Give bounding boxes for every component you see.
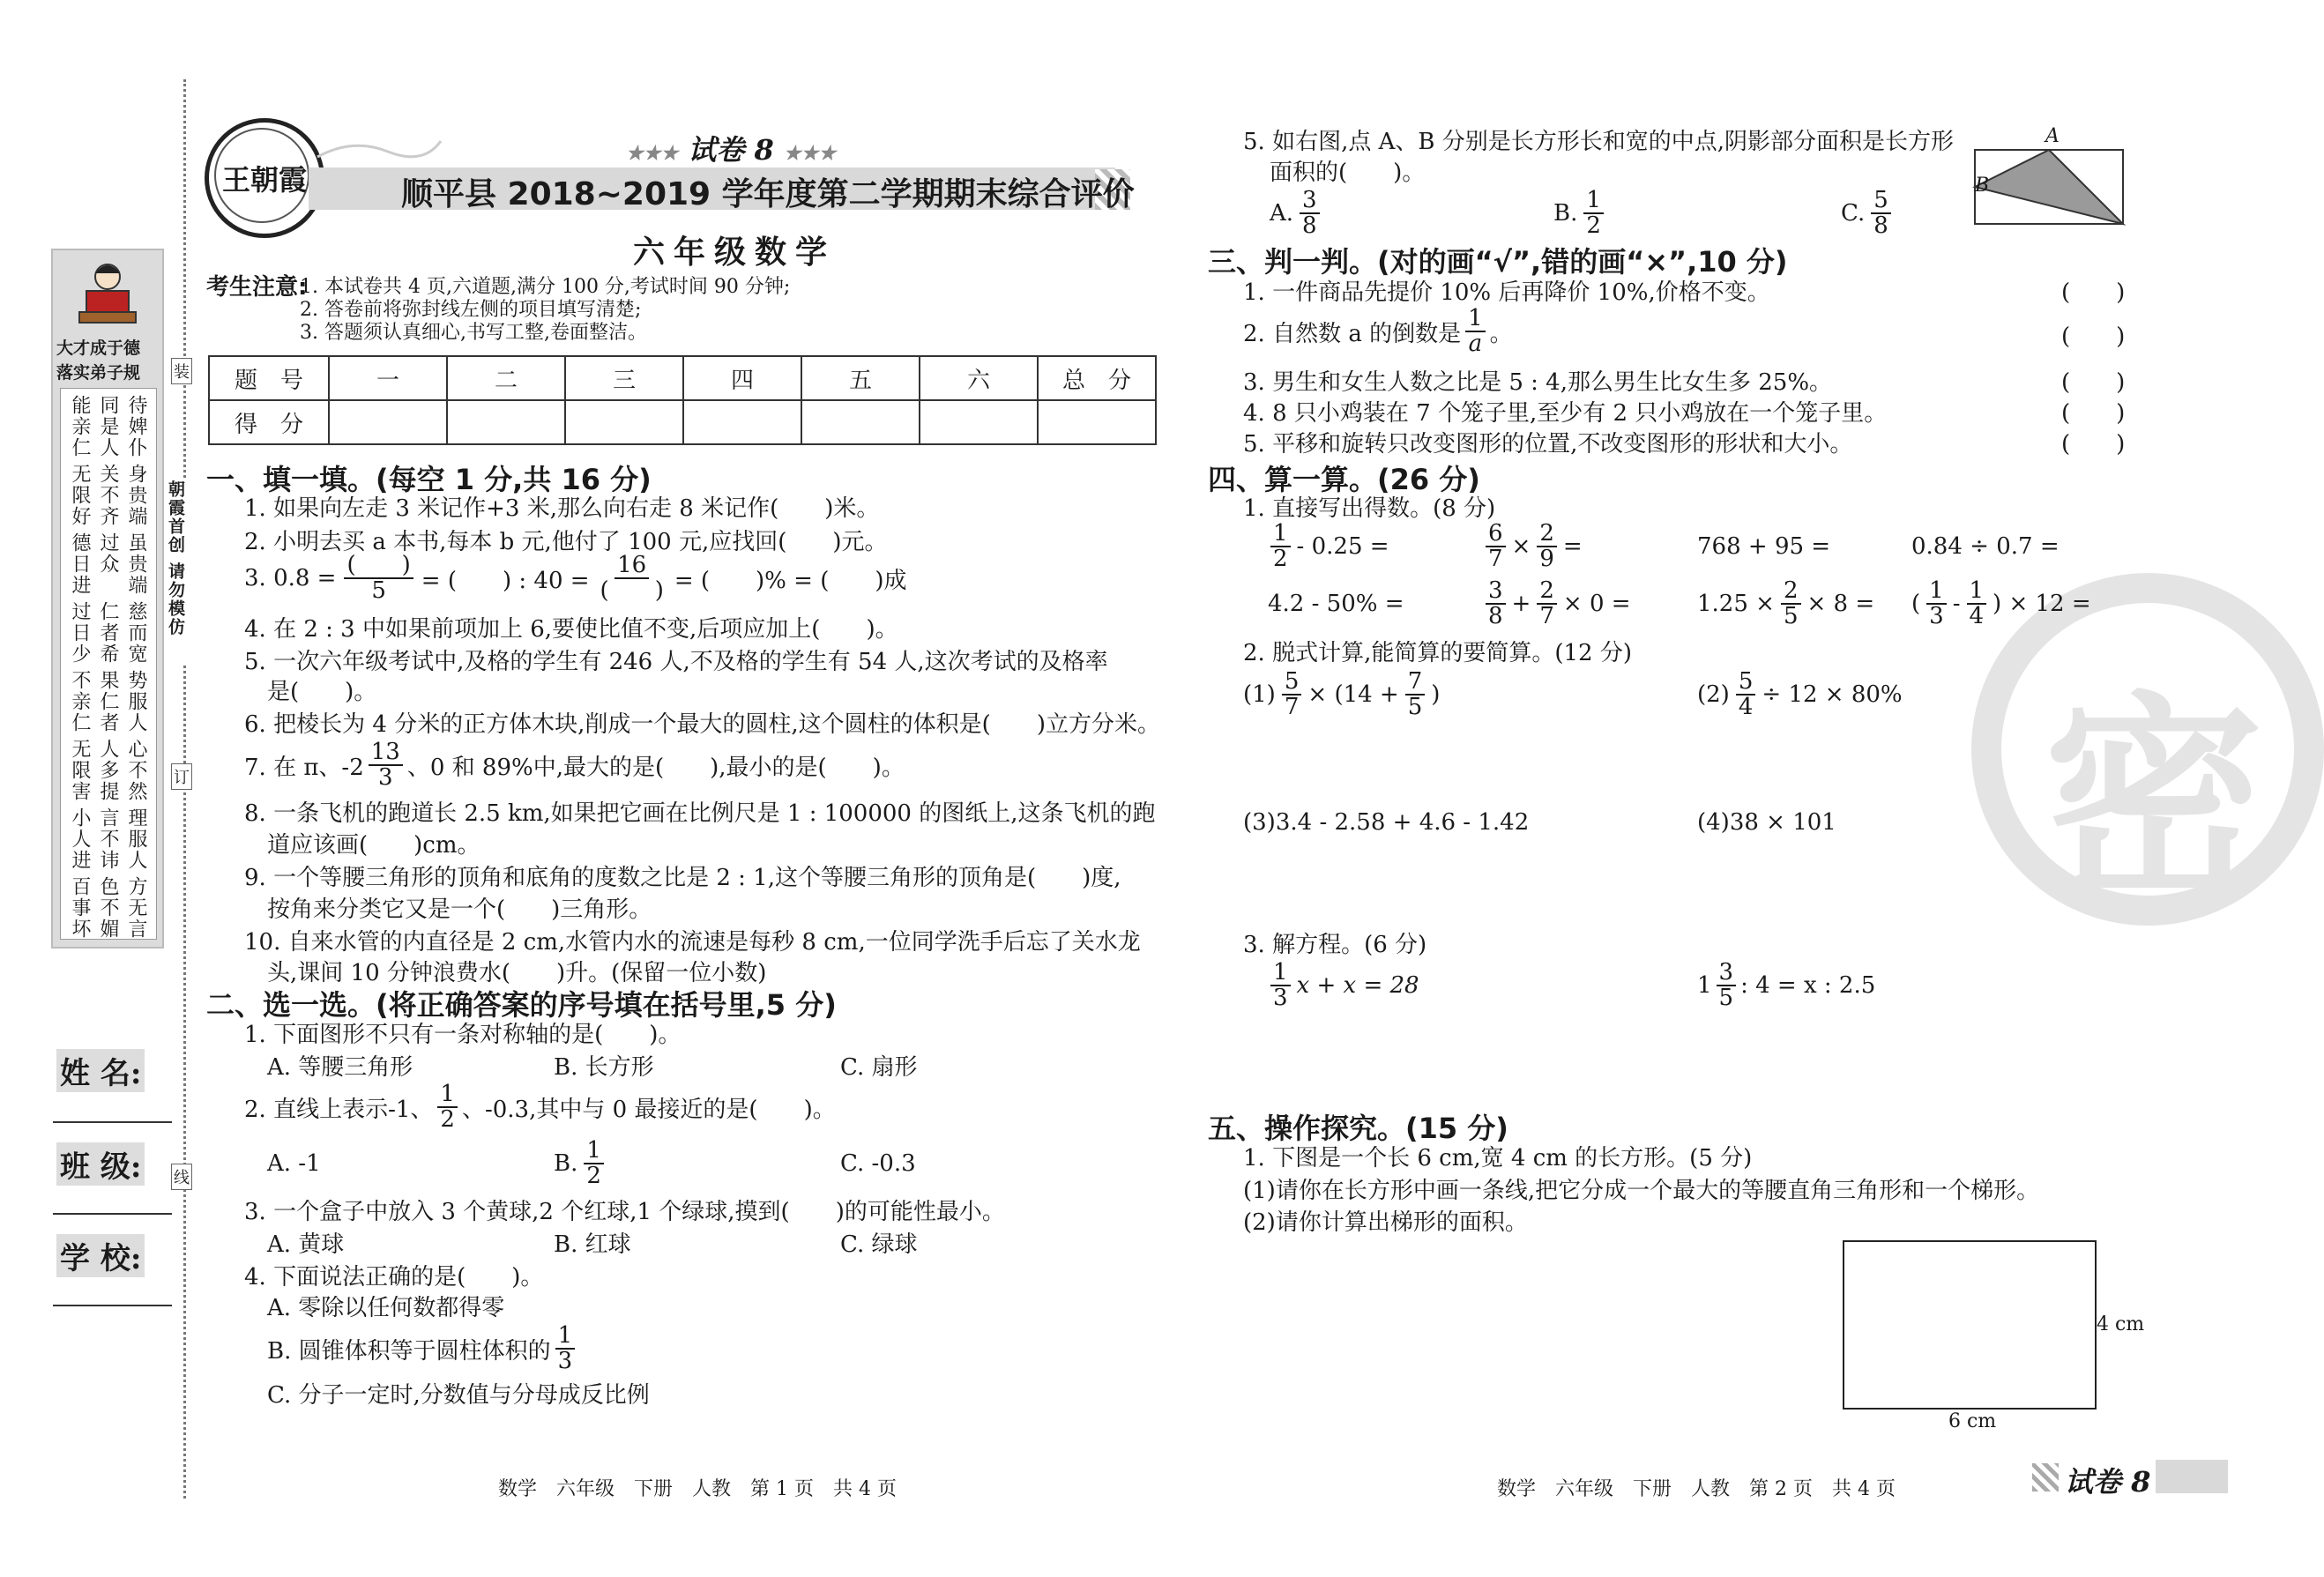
proverb-col: 果仁者 — [97, 670, 119, 733]
s2-q5-opt-c-frac: $\frac{5}{8}$ — [1871, 189, 1891, 239]
s3-q1-answer[interactable]: ( ) — [2061, 279, 2126, 306]
name-line[interactable] — [53, 1121, 172, 1123]
name-label: 姓 名: — [56, 1049, 145, 1092]
s2-q5-opt-a[interactable] — [1270, 189, 1322, 239]
section3-title: 三、判一判。(对的画“√”,错的画“×”,10 分) — [1208, 245, 1788, 279]
proverb-col: 方无言 — [125, 876, 147, 940]
proverb-col: 过众 — [97, 532, 119, 575]
scholar-figure — [71, 257, 145, 328]
s1-q5-line1: 5. 一次六年级考试中,及格的学生有 246 人,不及格的学生有 54 人,这次考试的及格率 — [244, 649, 1108, 675]
footer-badge-pattern — [2032, 1463, 2059, 1491]
proverb-col: 能亲仁 — [69, 395, 91, 458]
s1-q8-line1: 8. 一条飞机的跑道长 2.5 km,如果把它画在比例尺是 1 : 100000 的图纸上,这条飞机的跑 — [244, 800, 1156, 827]
s2-q2-end: 、-0.3,其中与 0 最接近的是( )。 — [461, 1096, 836, 1123]
section2-title: 二、选一选。(将正确答案的序号填在括号里,5 分) — [206, 988, 837, 1022]
s2-q4-opt-b-label: B. 圆锥体积等于圆柱体积的 — [267, 1337, 551, 1365]
notes-item-2: 2. 答卷前将弥封线左侧的项目填写清楚; — [300, 299, 642, 321]
expr-2 — [1697, 670, 1903, 720]
score-cell[interactable] — [329, 400, 447, 444]
s2-q1-opt-a[interactable]: A. 等腰三角形 — [267, 1054, 413, 1081]
s4-sub3: 3. 解方程。(6 分) — [1243, 932, 1427, 958]
equation-2-frac: $\frac{3}{5}$ — [1717, 961, 1737, 1011]
banner-stars-right: ★★★ — [783, 142, 837, 165]
calc-5: 4.2 - 50% = — [1268, 591, 1404, 617]
seal-text: 朝霞首创 请勿模仿 — [164, 480, 188, 666]
s3-q2-start: 2. 自然数 a 的倒数是 — [1243, 320, 1462, 347]
equation-2-tail: : 4 = x : 2.5 — [1740, 972, 1876, 1000]
exam-subject: 六年级数学 — [633, 234, 837, 271]
notes-item-3: 3. 答题须认真细心,书写工整,卷面整洁。 — [300, 322, 647, 344]
score-cell[interactable] — [447, 400, 565, 444]
score-cell[interactable] — [1038, 400, 1156, 444]
proverb-col: 理服人 — [125, 807, 147, 871]
expr-1-label: (1) — [1243, 681, 1276, 709]
score-header-cell: 一 — [329, 356, 447, 400]
s1-q9-line2: 按角来分类它又是一个( )三角形。 — [267, 896, 652, 923]
calc-7-frac: $\frac{2}{5}$ — [1781, 579, 1801, 629]
score-header-cell: 五 — [801, 356, 920, 400]
score-cell[interactable] — [920, 400, 1038, 444]
exam-title: 顺平县 2018~2019 学年度第二学期期末综合评价 — [401, 176, 1135, 212]
s3-q2-frac: $\frac{1}{a}$ — [1465, 307, 1486, 357]
s2-q4-opt-b[interactable] — [267, 1324, 577, 1374]
s2-q3-opt-a[interactable]: A. 黄球 — [267, 1231, 345, 1258]
s1-q3-end: = ( )% = ( )成 — [674, 567, 907, 594]
s1-q1: 1. 如果向左走 3 米记作+3 米,那么向右走 8 米记作( )米。 — [244, 495, 880, 522]
s2-q2-frac: $\frac{1}{2}$ — [437, 1082, 458, 1133]
seal-mark-2: 订 — [171, 763, 192, 790]
s1-q3-mid: = ( ) : 40 = — [421, 567, 590, 594]
banner-stars-left: ★★★ — [626, 142, 679, 165]
s3-q3: 3. 男生和女生人数之比是 5 : 4,那么男生比女生多 25%。 — [1243, 369, 1833, 396]
section4-title: 四、算一算。(26 分) — [1208, 463, 1480, 496]
proverb-col: 小人进 — [69, 807, 91, 871]
s2-q4-opt-b-frac: $\frac{1}{3}$ — [555, 1324, 576, 1374]
s1-q5-line2: 是( )。 — [267, 679, 377, 705]
expr-1-frac2: $\frac{7}{5}$ — [1405, 670, 1426, 720]
s2-q1: 1. 下面图形不只有一条对称轴的是( )。 — [244, 1022, 682, 1048]
calc-2-op: × — [1511, 533, 1531, 561]
proverb-col: 不亲仁 — [69, 670, 91, 733]
motto-panel — [51, 249, 164, 948]
s2-q5-opt-b-label: B. — [1553, 200, 1578, 227]
equation-2 — [1697, 961, 1875, 1011]
s2-q5-opt-b-frac: $\frac{1}{2}$ — [1583, 189, 1604, 239]
logo-seal — [205, 118, 324, 238]
equation-1-frac: $\frac{1}{3}$ — [1270, 961, 1291, 1011]
school-line[interactable] — [53, 1305, 172, 1306]
s2-q5-opt-c-label: C. — [1841, 200, 1866, 227]
calc-8-frac1: $\frac{1}{3}$ — [1926, 579, 1947, 629]
s2-q2-opt-b[interactable] — [554, 1139, 607, 1189]
figure-label-a: A — [2045, 125, 2060, 147]
proverb-col: 关不齐 — [97, 464, 119, 527]
class-label: 班 级: — [56, 1142, 145, 1186]
s3-q2-end: 。 — [1489, 320, 1513, 347]
expr-2-label: (2) — [1697, 681, 1730, 709]
calc-2-frac2: $\frac{2}{9}$ — [1537, 522, 1557, 572]
expr-2-tail: ÷ 12 × 80% — [1762, 681, 1903, 709]
expr-4: (4)38 × 101 — [1697, 809, 1836, 836]
s3-q2 — [1243, 307, 1513, 357]
calc-7 — [1697, 579, 1874, 629]
expr-1-end: ) — [1431, 681, 1441, 709]
calc-4: 0.84 ÷ 0.7 = — [1911, 533, 2060, 560]
calc-3: 768 + 95 = — [1697, 533, 1831, 560]
calc-6-frac1: $\frac{3}{8}$ — [1486, 579, 1506, 629]
s4-sub2: 2. 脱式计算,能简算的要简算。(12 分) — [1243, 640, 1632, 666]
s2-q5-opt-a-label: A. — [1270, 200, 1294, 227]
calc-8-tail: ) × 12 = — [1993, 591, 2091, 618]
equation-1 — [1268, 961, 1419, 1011]
calc-1 — [1268, 522, 1389, 572]
proverb-col: 色不媚 — [97, 876, 119, 940]
seal-mark-1: 装 — [171, 358, 192, 384]
proverb-columns — [65, 395, 153, 940]
proverb-col: 无限好 — [69, 464, 91, 527]
class-line[interactable] — [53, 1213, 172, 1215]
calc-8 — [1911, 579, 2091, 629]
proverb-col: 百事坏 — [69, 876, 91, 940]
calc-1-frac: $\frac{1}{2}$ — [1270, 522, 1291, 572]
s1-q3 — [244, 554, 907, 604]
expr-1-mid: × (14 + — [1307, 681, 1399, 709]
s1-q2: 2. 小明去买 a 本书,每本 b 元,他付了 100 元,应找回( )元。 — [244, 529, 888, 555]
s1-q3-frac1: $\frac{( )}{5}$ — [344, 554, 413, 604]
score-table — [208, 355, 1157, 445]
s2-q3: 3. 一个盒子中放入 3 个黄球,2 个红球,1 个绿球,摸到( )的可能性最小。 — [244, 1199, 1005, 1225]
score-cell[interactable] — [565, 400, 683, 444]
calc-2-frac1: $\frac{6}{7}$ — [1486, 522, 1506, 572]
calc-7-tail: × 8 = — [1806, 591, 1875, 618]
s1-q3-frac2: $\frac{16}{( )}$ — [600, 552, 664, 605]
proverb-col: 势服人 — [125, 670, 147, 733]
s2-q2-opt-b-label: B. — [554, 1150, 578, 1178]
proverb-col: 同是人 — [97, 395, 119, 458]
notes-item-1: 1. 本试卷共 4 页,六道题,满分 100 分,考试时间 90 分钟; — [300, 276, 791, 298]
calc-7-start: 1.25 × — [1697, 591, 1775, 618]
figure-label-b: B — [1975, 175, 1990, 197]
proverb-col: 无限害 — [69, 739, 91, 802]
header-ribbon-decoration — [317, 132, 441, 167]
calc-6-tail: × 0 = — [1562, 591, 1631, 618]
score-header-cell: 二 — [447, 356, 565, 400]
s5-q1a: (1)请你在长方形中画一条线,把它分成一个最大的等腰直角三角形和一个梯形。 — [1243, 1178, 2040, 1204]
s3-q1: 1. 一件商品先提价 10% 后再降价 10%,价格不变。 — [1243, 279, 1770, 306]
s1-q7 — [244, 740, 905, 791]
school-label: 学 校: — [56, 1234, 145, 1277]
score-header-cell: 总 分 — [1038, 356, 1156, 400]
calc-1-tail: - 0.25 = — [1296, 533, 1389, 561]
s2-q5-opt-c[interactable] — [1841, 189, 1894, 239]
proverb-col: 心不然 — [125, 739, 147, 802]
s1-q10-line2: 头,课间 10 分钟浪费水( )升。(保留一位小数) — [267, 960, 767, 986]
calc-8-op: - — [1952, 591, 1961, 618]
s5-q1b: (2)请你计算出梯形的面积。 — [1243, 1209, 1528, 1236]
s1-q3-start: 3. 0.8 = — [244, 565, 337, 592]
section5-title: 五、操作探究。(15 分) — [1208, 1112, 1508, 1145]
s2-q4-opt-c[interactable]: C. 分子一定时,分数值与分母成反比例 — [267, 1382, 650, 1409]
footer-badge-bar — [2156, 1460, 2228, 1493]
s2-q1-opt-c[interactable]: C. 扇形 — [840, 1054, 918, 1081]
calc-6-op: + — [1511, 591, 1531, 618]
shaded-rectangle-figure — [1973, 141, 2127, 226]
s1-q7-end: 、0 和 89%中,最大的是( ),最小的是( )。 — [406, 754, 905, 781]
expr-2-frac: $\frac{5}{4}$ — [1736, 670, 1756, 720]
s1-q4: 4. 在 2 : 3 中如果前项加上 6,要使比值不变,后项应加上( )。 — [244, 616, 898, 643]
watermark-char: 密 — [2044, 673, 2264, 930]
score-cell[interactable] — [683, 400, 801, 444]
equation-1-tail: x + x = 28 — [1296, 972, 1419, 1000]
calc-8-open: ( — [1911, 591, 1921, 618]
calc-2 — [1483, 522, 1583, 572]
s2-q5-line1: 5. 如右图,点 A、B 分别是长方形长和宽的中点,阴影部分面积是长方形 — [1243, 129, 1955, 155]
proverb-col: 人多提 — [97, 739, 119, 802]
s3-q5: 5. 平移和旋转只改变图形的位置,不改变图形的形状和大小。 — [1243, 431, 1853, 457]
s1-q8-line2: 道应该画( )cm。 — [267, 832, 480, 859]
s2-q2-opt-a[interactable]: A. -1 — [267, 1150, 321, 1177]
score-row-label: 得 分 — [209, 400, 329, 444]
score-header-cell: 六 — [920, 356, 1038, 400]
s3-q4: 4. 8 只小鸡装在 7 个笼子里,至少有 2 只小鸡放在一个笼子里。 — [1243, 400, 1888, 427]
s2-q3-opt-b[interactable]: B. 红球 — [554, 1231, 631, 1258]
expr-1-frac1: $\frac{5}{7}$ — [1282, 670, 1302, 720]
expr-1 — [1243, 670, 1440, 720]
s1-q9-line1: 9. 一个等腰三角形的顶角和底角的度数之比是 2 : 1,这个等腰三角形的顶角是( )度, — [244, 865, 1121, 891]
s2-q4: 4. 下面说法正确的是( )。 — [244, 1264, 544, 1291]
score-header-cell: 题 号 — [209, 356, 329, 400]
logo-text: 王朝霞 — [221, 163, 307, 197]
proverb-col: 过日少 — [69, 601, 91, 665]
proverb-col: 虽贵端 — [125, 532, 147, 596]
rect-width-label: 6 cm — [1948, 1410, 1997, 1432]
calc-2-tail: = — [1562, 533, 1583, 561]
s1-q6: 6. 把棱长为 4 分米的正方体木块,削成一个最大的圆柱,这个圆柱的体积是( )立方分米。 — [244, 711, 1160, 738]
proverb-col: 言不讳 — [97, 807, 119, 871]
s3-q4-answer[interactable]: ( ) — [2061, 400, 2126, 427]
score-header-cell: 四 — [683, 356, 801, 400]
footer-badge: 试卷 8 — [2065, 1465, 2151, 1499]
proverb-col: 身贵端 — [125, 464, 147, 527]
seal-mark-3: 线 — [171, 1164, 192, 1190]
banner-text: 试卷 8 — [688, 133, 774, 167]
s5-q1: 1. 下图是一个长 6 cm,宽 4 cm 的长方形。(5 分) — [1243, 1145, 1753, 1172]
proverb-col: 慈而宽 — [125, 601, 147, 665]
s2-q2 — [244, 1082, 836, 1133]
s2-q3-opt-c[interactable]: C. 绿球 — [840, 1231, 918, 1258]
s3-q2-answer[interactable]: ( ) — [2061, 324, 2126, 350]
notes-label: 考生注意: — [206, 274, 308, 301]
s3-q5-answer[interactable]: ( ) — [2061, 431, 2126, 457]
s2-q2-start: 2. 直线上表示-1、 — [244, 1096, 434, 1123]
s2-q2-opt-b-frac: $\frac{1}{2}$ — [584, 1139, 604, 1189]
s3-q3-answer[interactable]: ( ) — [2061, 369, 2126, 396]
rect-height-label: 4 cm — [2097, 1313, 2145, 1335]
s2-q2-opt-c[interactable]: C. -0.3 — [840, 1150, 916, 1177]
equation-2-whole: 1 — [1697, 972, 1712, 1000]
score-cell[interactable] — [801, 400, 920, 444]
proverb-col: 德日进 — [69, 532, 91, 596]
s2-q5-opt-b[interactable] — [1553, 189, 1606, 239]
drawing-rectangle[interactable] — [1843, 1240, 2097, 1410]
proverb-col: 待婢仆 — [125, 395, 147, 458]
calc-6 — [1483, 579, 1631, 629]
section1-title: 一、填一填。(每空 1 分,共 16 分) — [206, 463, 652, 496]
s1-q7-start: 7. 在 π、-2 — [244, 754, 364, 781]
expr-3: (3)3.4 - 2.58 + 4.6 - 1.42 — [1243, 809, 1530, 836]
footer-left: 数学 六年级 下册 人教 第 1 页 共 4 页 — [498, 1478, 897, 1500]
calc-8-frac2: $\frac{1}{4}$ — [1967, 579, 1987, 629]
exam-banner — [626, 128, 836, 168]
score-header-cell: 三 — [565, 356, 683, 400]
s1-q7-frac: $\frac{13}{3}$ — [369, 740, 403, 791]
s4-sub1: 1. 直接写出得数。(8 分) — [1243, 495, 1496, 522]
s2-q1-opt-b[interactable]: B. 长方形 — [554, 1054, 654, 1081]
proverb-col: 仁者希 — [97, 601, 119, 665]
s1-q10-line1: 10. 自来水管的内直径是 2 cm,水管内水的流速是每秒 8 cm,一位同学洗手后忘了关水龙 — [244, 929, 1141, 956]
s2-q4-opt-a[interactable]: A. 零除以任何数都得零 — [267, 1295, 505, 1321]
motto-top: 大才成于德 — [56, 338, 141, 358]
calc-6-frac2: $\frac{2}{7}$ — [1537, 579, 1557, 629]
s2-q5-line2: 面积的( )。 — [1270, 160, 1426, 186]
footer-right: 数学 六年级 下册 人教 第 2 页 共 4 页 — [1497, 1478, 1896, 1500]
motto-bottom: 落实弟子规 — [56, 363, 141, 383]
s2-q5-opt-a-frac: $\frac{3}{8}$ — [1300, 189, 1320, 239]
